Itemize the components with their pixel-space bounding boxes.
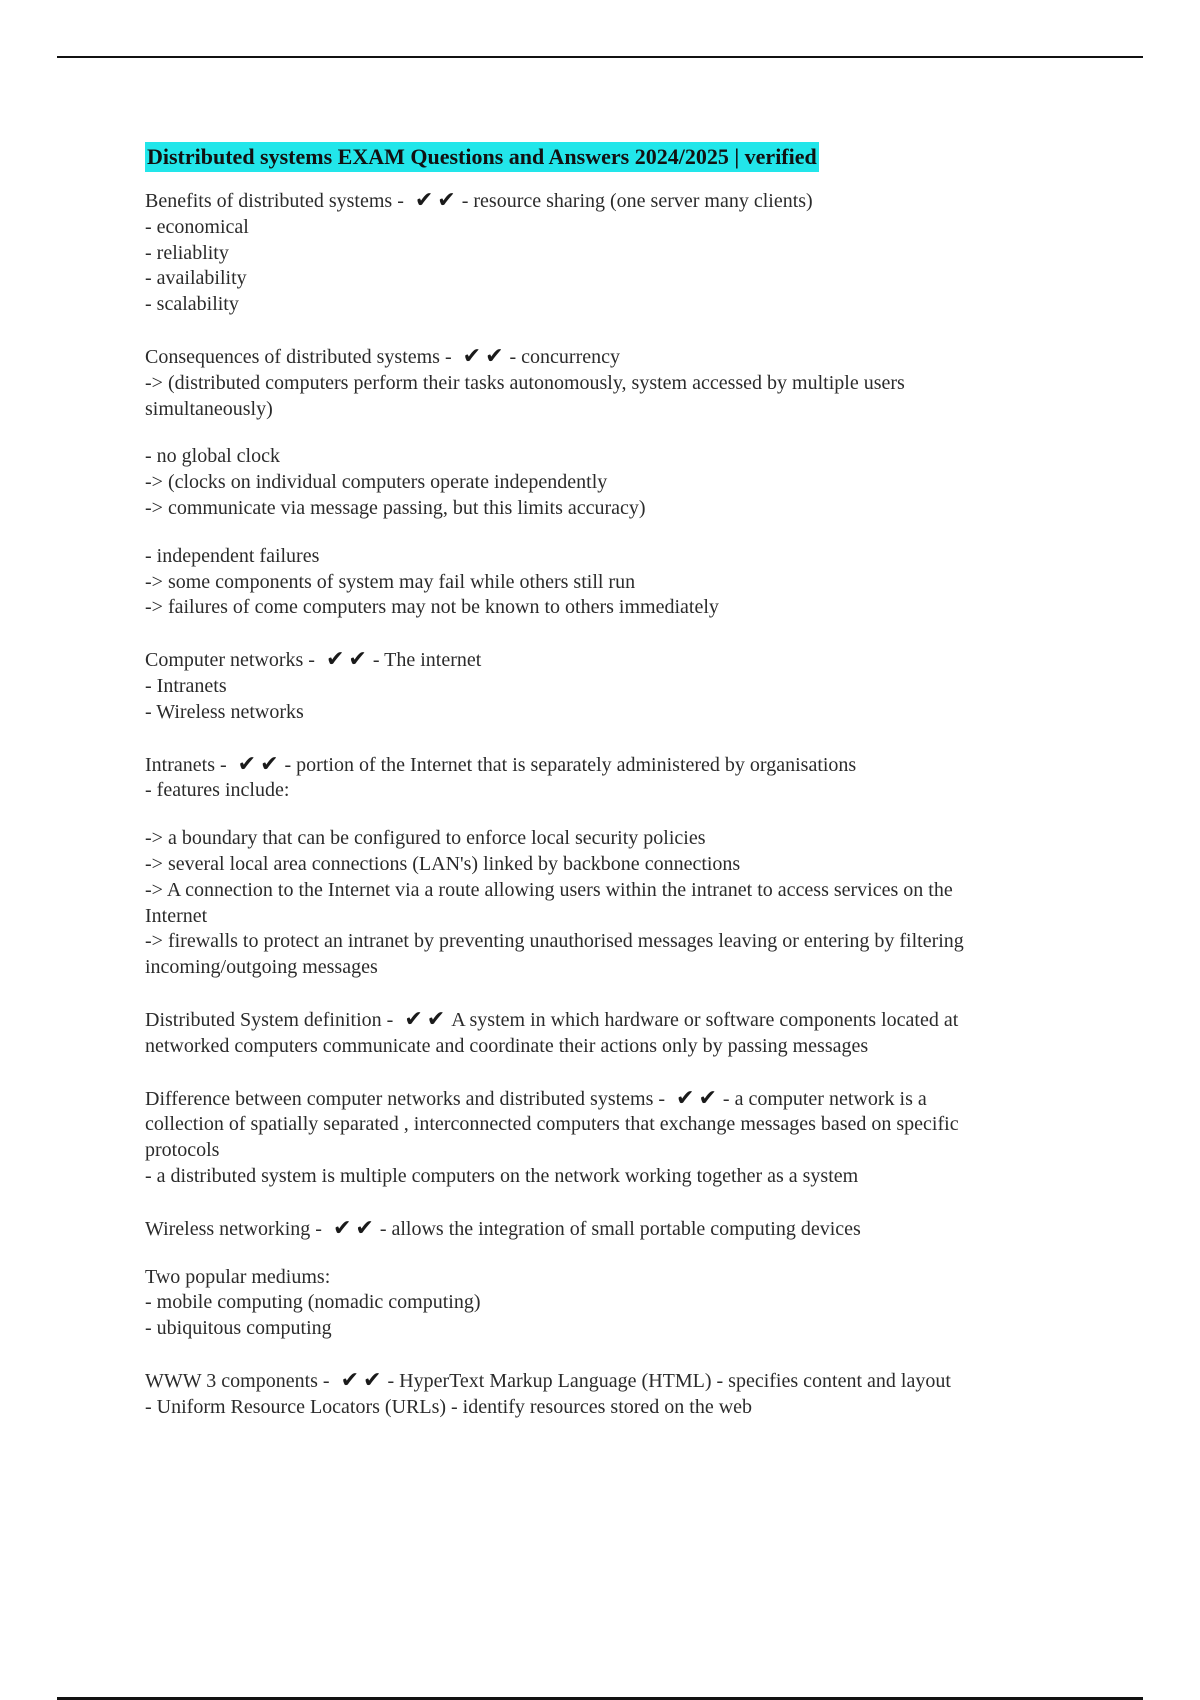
answer-line: -> A connection to the Internet via a route allowing users within the intranet to access services on the	[145, 878, 953, 901]
check-mark-icon: ✔	[676, 1085, 695, 1111]
answer-line: - economical	[145, 215, 249, 238]
qa-block	[145, 189, 1065, 318]
verified-checks	[236, 753, 281, 779]
qa-block	[145, 1217, 1065, 1342]
check-mark-icon: ✔	[404, 1006, 423, 1032]
qa-block	[145, 1087, 1065, 1190]
verified-checks	[402, 1008, 447, 1034]
answer-line: -> firewalls to protect an intranet by preventing unauthorised messages leaving or entering by filtering	[145, 930, 964, 953]
qa-question-line	[145, 189, 1065, 215]
check-mark-icon: ✔	[348, 647, 367, 673]
answer-line: -> a boundary that can be configured to enforce local security policies	[145, 827, 706, 850]
answer-line: - reliablity	[145, 241, 229, 264]
answer-line: - a distributed system is multiple computers on the network working together as a system	[145, 1164, 859, 1187]
check-mark-icon: ✔	[485, 343, 504, 369]
qa-question-line	[145, 1008, 1065, 1034]
answer-line	[145, 1243, 1065, 1265]
answer-text: - The internet	[372, 649, 482, 672]
answer-line: - Intranets	[145, 674, 227, 697]
check-mark-icon: ✔	[237, 751, 257, 777]
qa-question-line	[145, 648, 1065, 674]
answer-text: A system in which hardware or software components located at	[451, 1008, 959, 1031]
answer-text: - allows the integration of small portable computing devices	[379, 1217, 861, 1240]
check-mark-icon: ✔	[340, 1367, 360, 1393]
answer-line: Two popular mediums:	[145, 1265, 331, 1288]
answer-line	[145, 804, 1065, 826]
question-term: Computer networks -	[145, 649, 320, 672]
answer-line: - independent failures	[145, 544, 320, 567]
qa-question-line	[145, 1087, 1065, 1113]
question-term: Consequences of distributed systems -	[145, 345, 457, 368]
qa-block	[145, 345, 1065, 621]
answer-line: collection of spatially separated , interconnected computers that exchange messages based on specific	[145, 1113, 959, 1136]
title-line	[145, 142, 1065, 172]
verified-checks	[674, 1087, 719, 1113]
document-title: Distributed systems EXAM Questions and Answers 2024/2025 | verified	[145, 142, 819, 172]
answer-text: - portion of the Internet that is separately administered by organisations	[284, 753, 857, 776]
verified-checks	[413, 189, 458, 215]
answer-line: protocols	[145, 1139, 220, 1162]
question-term: Intranets -	[145, 753, 232, 776]
check-mark-icon: ✔	[363, 1367, 382, 1393]
question-term: Wireless networking -	[145, 1217, 327, 1240]
qa-question-line	[145, 1217, 1065, 1243]
verified-checks	[324, 648, 369, 674]
answer-line: - availability	[145, 267, 247, 290]
answer-line: -> failures of come computers may not be known to others immediately	[145, 596, 719, 619]
qa-block	[145, 753, 1065, 981]
check-mark-icon: ✔	[698, 1085, 717, 1111]
check-mark-icon: ✔	[426, 1006, 446, 1032]
answer-line: - features include:	[145, 779, 290, 802]
qa-block	[145, 1008, 1065, 1060]
qa-block	[145, 648, 1065, 725]
document-body	[145, 142, 1065, 1447]
qa-question-line	[145, 753, 1065, 779]
answer-line: - Uniform Resource Locators (URLs) - identify resources stored on the web	[145, 1395, 753, 1418]
check-mark-icon: ✔	[414, 188, 434, 213]
answer-line: -> several local area connections (LAN's) linked by backbone connections	[145, 852, 741, 875]
answer-line: - no global clock	[145, 445, 280, 468]
answer-line: incoming/outgoing messages	[145, 956, 378, 979]
check-mark-icon: ✔	[355, 1215, 374, 1241]
qa-question-line	[145, 1369, 1065, 1395]
answer-line	[145, 422, 1065, 444]
answer-line: - scalability	[145, 293, 239, 316]
answer-line	[145, 522, 1065, 544]
check-mark-icon: ✔	[332, 1215, 352, 1241]
answer-text: - resource sharing (one server many clients)	[461, 190, 813, 212]
question-term: Benefits of distributed systems -	[145, 190, 409, 212]
answer-line: - ubiquitous computing	[145, 1317, 332, 1340]
answer-line: -> (clocks on individual computers operate independently	[145, 471, 608, 494]
qa-block	[145, 1369, 1065, 1421]
verified-checks	[339, 1369, 384, 1395]
check-mark-icon: ✔	[462, 343, 482, 369]
check-mark-icon: ✔	[437, 188, 456, 213]
qa-question-line	[145, 345, 1065, 371]
verified-checks	[461, 345, 506, 371]
answer-text: - HyperText Markup Language (HTML) - specifies content and layout	[387, 1369, 951, 1392]
answer-line: networked computers communicate and coordinate their actions only by passing messages	[145, 1034, 869, 1057]
top-rule	[57, 56, 1143, 58]
qa-list	[145, 189, 1065, 1420]
verified-checks	[331, 1217, 376, 1243]
answer-line: -> (distributed computers perform their tasks autonomously, system accessed by multiple users	[145, 371, 905, 394]
question-term: Distributed System definition -	[145, 1008, 399, 1031]
answer-line: Internet	[145, 904, 208, 927]
check-mark-icon: ✔	[260, 751, 279, 777]
answer-line: - mobile computing (nomadic computing)	[145, 1291, 481, 1314]
answer-line: simultaneously)	[145, 397, 273, 420]
answer-line: -> communicate via message passing, but this limits accuracy)	[145, 496, 646, 519]
answer-line: -> some components of system may fail while others still run	[145, 570, 636, 593]
question-term: Difference between computer networks and distributed systems -	[145, 1087, 671, 1110]
answer-text: - a computer network is a	[722, 1087, 927, 1110]
question-term: WWW 3 components -	[145, 1369, 335, 1392]
answer-text: - concurrency	[509, 345, 620, 368]
answer-line: - Wireless networks	[145, 700, 304, 723]
check-mark-icon: ✔	[325, 647, 345, 673]
